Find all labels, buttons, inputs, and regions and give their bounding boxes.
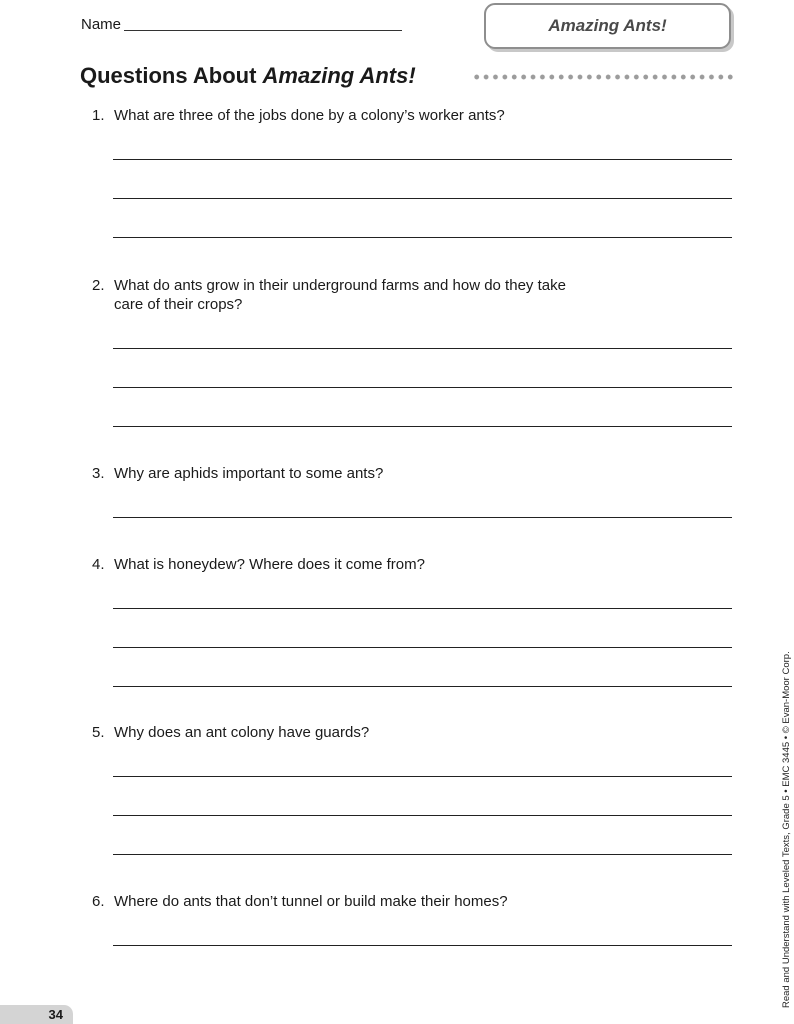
page-heading-emphasis: Amazing Ants! bbox=[262, 63, 416, 88]
title-tab bbox=[484, 3, 731, 49]
question-number: 5. bbox=[92, 724, 105, 741]
answer-line-1a[interactable] bbox=[113, 159, 732, 160]
question-text: What is honeydew? Where does it come from? bbox=[114, 556, 425, 573]
question-number: 2. bbox=[92, 277, 105, 294]
page-number: 34 bbox=[48, 1007, 63, 1022]
answer-line-1c[interactable] bbox=[113, 237, 732, 238]
answer-line-5c[interactable] bbox=[113, 854, 732, 855]
answer-line-1b[interactable] bbox=[113, 198, 732, 199]
answer-line-2a[interactable] bbox=[113, 348, 732, 349]
answer-line-4a[interactable] bbox=[113, 608, 732, 609]
question-text: What are three of the jobs done by a colony’s worker ants? bbox=[114, 107, 505, 124]
answer-line-2c[interactable] bbox=[113, 426, 732, 427]
answer-line-5a[interactable] bbox=[113, 776, 732, 777]
answer-line-5b[interactable] bbox=[113, 815, 732, 816]
question-text: Why are aphids important to some ants? bbox=[114, 465, 384, 482]
question-text: Where do ants that don’t tunnel or build make their homes? bbox=[114, 893, 508, 910]
answer-line-2b[interactable] bbox=[113, 387, 732, 388]
question-number: 6. bbox=[92, 893, 105, 910]
page-heading-prefix: Questions About bbox=[80, 63, 263, 88]
question-text: What do ants grow in their underground farms and how do they take care of their crops? bbox=[114, 277, 566, 313]
answer-line-3a[interactable] bbox=[113, 517, 732, 518]
question-text: Why does an ant colony have guards? bbox=[114, 724, 370, 741]
name-write-line[interactable] bbox=[124, 30, 402, 31]
answer-line-4c[interactable] bbox=[113, 686, 732, 687]
dotted-divider bbox=[472, 74, 734, 80]
question-number: 4. bbox=[92, 556, 105, 573]
name-label: Name bbox=[81, 16, 122, 33]
answer-line-4b[interactable] bbox=[113, 647, 732, 648]
page-number-tab bbox=[0, 1005, 73, 1024]
copyright-notice: Read and Understand with Leveled Texts, Grade 5 • EMC 3445 • © Evan-Moor Corp. bbox=[781, 651, 792, 1008]
answer-line-6a[interactable] bbox=[113, 945, 732, 946]
page-heading bbox=[80, 63, 416, 89]
title-tab-label: Amazing Ants! bbox=[548, 16, 667, 35]
question-number: 3. bbox=[92, 465, 105, 482]
question-number: 1. bbox=[92, 107, 105, 124]
